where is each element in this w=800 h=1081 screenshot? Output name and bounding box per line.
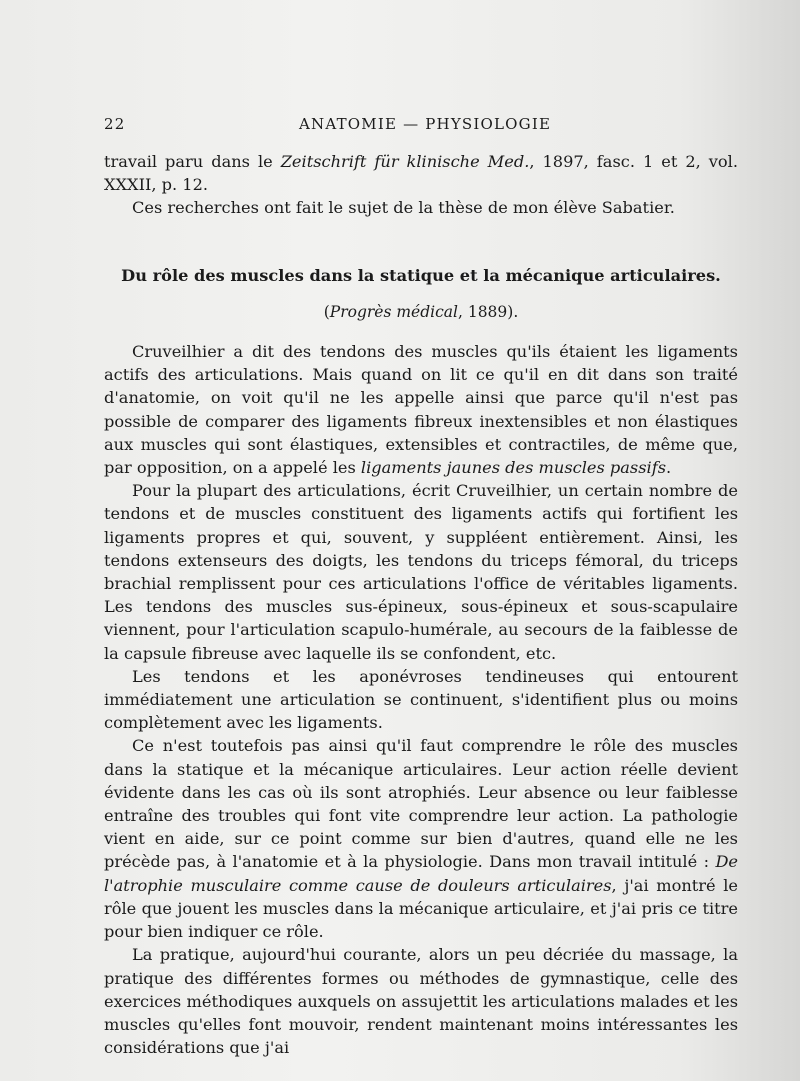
section-heading: Du rôle des muscles dans la statique et la mécanique articulaires. xyxy=(121,265,721,285)
text-run: Cruveilhier a dit des tendons des muscles qu'ils étaient les ligaments actifs des articulations. Mais quand on lit ce qu'il en dit dans son traité d'anatomie, on voit qu'il ne les appelle ainsi que parce qu'il n'est pas possible de comparer des ligaments fibreux inextensibles et non élastiques aux muscles qui sont élastiques, extensibles et contractiles, de même que, par opposition, on a appelé les xyxy=(104,342,738,478)
paragraph: La pratique, aujourd'hui courante, alors un peu décriée du massage, la pratique des différentes formes ou méthodes de gymnastique, celle des exercices méthodiques auxquels on assujettit les articulations malades et les muscles qu'elles font mouvoir, rendent maintenant moins intéressantes les considérations que j'ai xyxy=(104,945,738,1058)
running-header xyxy=(104,115,738,137)
text-run: ( xyxy=(323,302,330,321)
text-run: Ce n'est toutefois pas ainsi qu'il faut comprendre le rôle des muscles dans la statique et la mécanique articulaires. Leur action réelle devient évidente dans les cas où ils sont atrophiés. Leur absence ou leur faiblesse entraîne des troubles qui font vite comprendre leur action. La pathologie vient en aide, sur ce point comme sur bien d'autres, quand elle ne les précède pas, à l'anatomie et à la physiologie. Dans mon travail intitulé : xyxy=(104,736,738,872)
source-journal: Progrès médical xyxy=(329,302,458,321)
paragraph: Les tendons et les aponévroses tendineuses qui entourent immédiatement une articulation se continuent, s'identifient plus ou moins complètement avec les ligaments. xyxy=(104,666,738,733)
paragraph: Ces recherches ont fait le sujet de la thèse de mon élève Sabatier. xyxy=(132,198,675,218)
page-number: 22 xyxy=(104,115,126,133)
paragraph xyxy=(104,734,738,943)
text-run: travail paru dans le xyxy=(104,152,281,171)
continued-paragraph xyxy=(104,150,738,196)
text-run: , j'ai montré le rôle que jouent les muscles dans la mécanique articulaire, et j'ai pris ce titre pour bien indiquer ce rôle. xyxy=(104,875,738,942)
section-source xyxy=(104,301,738,340)
journal-title: Zeitschrift für klinische Med. xyxy=(280,152,530,171)
italic-title: De l'atrophie musculaire comme cause de douleurs articulaires xyxy=(104,852,738,895)
italic-term: ligaments jaunes des muscles passifs xyxy=(360,458,667,478)
text-run: , 1889). xyxy=(457,302,519,321)
paragraph xyxy=(104,340,738,479)
text-run: , 1897, fasc. 1 et 2, vol. XXXII, p. 12. xyxy=(104,152,738,195)
page-body xyxy=(104,150,738,1059)
paragraph: Pour la plupart des articulations, écrit Cruveilhier, un certain nombre de tendons et de muscles constituent des ligaments actifs qui fortifient les ligaments propres et qui, souvent, y suppléent entièrement. Ainsi, les tendons extenseurs des doigts, les tendons du triceps fémoral, du triceps brachial remplissent pour ces articulations l'office de véritables ligaments. Les tendons des muscles sus-épineux, sous-épineux et sous-scapulaire viennent, pour l'articulation scapulo-humérale, au secours de la faiblesse de la capsule fibreuse avec laquelle ils se confondent, etc. xyxy=(104,481,738,663)
running-title: ANATOMIE — PHYSIOLOGIE xyxy=(299,115,552,133)
text-run: . xyxy=(666,458,672,478)
